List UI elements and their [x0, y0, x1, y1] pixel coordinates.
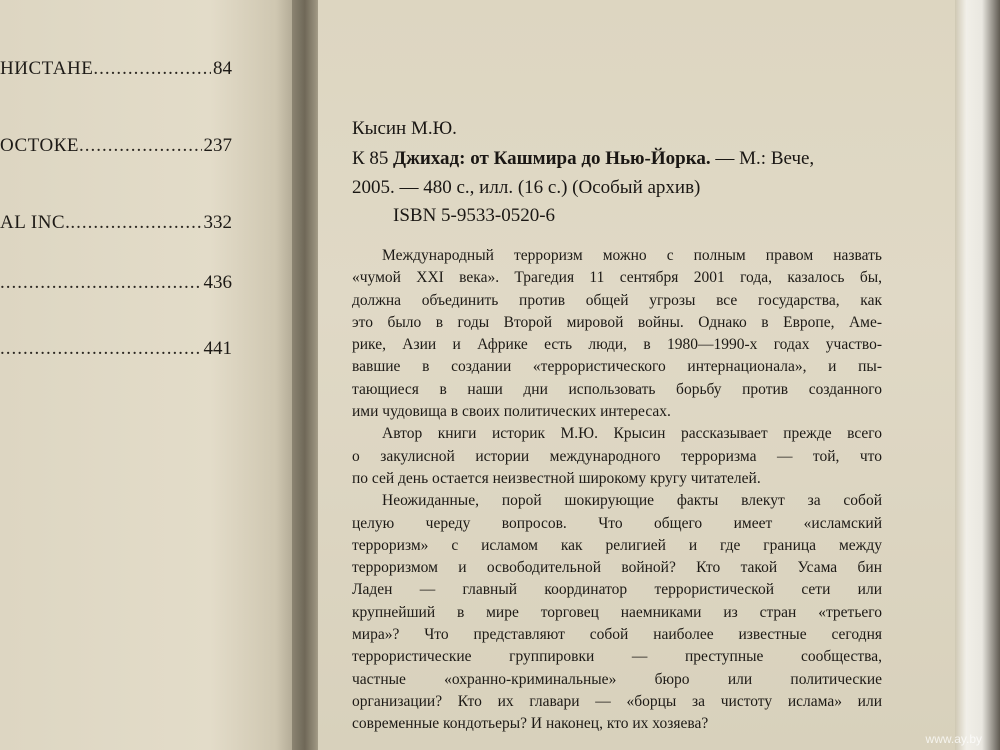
- biblio-details: 2005. — 480 с., илл. (16 с.) (Особый архив): [352, 177, 701, 198]
- toc-page: 436: [203, 272, 232, 293]
- toc-page: 237: [203, 135, 232, 156]
- text-line: крупнейший в мире торговец наемниками из стран «третьего: [352, 603, 882, 621]
- text-line: целую череду вопросов. Что общего имеет «исламский: [352, 514, 882, 532]
- text-line: террористические группировки — преступные сообщества,: [352, 648, 882, 666]
- toc-page: 84: [213, 58, 232, 79]
- biblio-isbn: ISBN 5-9533-0520-6: [393, 205, 556, 226]
- text-line: частные «охранно-криминальные» бюро или политические: [352, 670, 882, 688]
- toc-title: НИСТАНЕ: [0, 58, 94, 79]
- table-of-contents: [0, 0, 300, 750]
- page-edge: [955, 0, 1000, 750]
- toc-row: [0, 338, 232, 360]
- biblio-title: Джихад: от Кашмира до Нью-Йорка.: [393, 148, 711, 169]
- toc-leader: [0, 338, 202, 360]
- text-line: Международный терроризм можно с полным правом назвать: [382, 247, 882, 264]
- text-line: Автор книги историк М.Ю. Крысин рассказывает прежде всего: [382, 425, 882, 443]
- text-line: Ладен — главный координатор террористической сети или: [352, 581, 882, 599]
- text-line: современные кондотьеры? И наконец, кто их хозяева?: [352, 715, 709, 733]
- text-line: организации? Кто их главари — «борцы за чистоту ислама» или: [352, 692, 882, 710]
- biblio-author: Кысин М.Ю.: [352, 118, 457, 139]
- text-line: рике, Азии и Африке есть люди, в 1980—1990-х годах участво-: [352, 336, 882, 354]
- text-line: мира»? Что представляют собой наиболее известные сегодня: [352, 626, 882, 644]
- text-line: терроризмом и освободительной войной? Кто такой Усама бин: [352, 559, 882, 577]
- text-line: о закулисной истории международного терроризма — той, что: [352, 447, 882, 465]
- text-line: Неожиданные, порой шокирующие факты влекут за собой: [382, 492, 882, 510]
- text-line: вавшие в создании «террористического интернационала», и пы-: [352, 358, 882, 376]
- toc-row: [0, 212, 232, 234]
- toc-row: [0, 135, 232, 157]
- text-line: тающиеся в наши дни использовать борьбу против созданного: [352, 380, 882, 398]
- annotation-text: [352, 245, 882, 736]
- biblio-code: К 85: [352, 148, 389, 169]
- text-line: по сей день остается неизвестной широкому кругу читателей.: [352, 469, 761, 487]
- text-line: должна объединить против общей угрозы все государства, как: [352, 291, 882, 309]
- toc-leader: [0, 272, 202, 294]
- biblio-publisher: — М.: Вече,: [715, 148, 815, 169]
- watermark: www.ay.by: [925, 732, 982, 746]
- text-line: «чумой XXI века». Трагедия 11 сентября 2001 года, казалось бы,: [352, 269, 882, 287]
- toc-row: [0, 58, 232, 80]
- toc-title: AL INC.: [0, 212, 71, 233]
- text-line: это было в годы Второй мировой войны. Однако в Европе, Аме-: [352, 313, 882, 331]
- text-line: ими чудовища в своих политических интересах.: [352, 403, 671, 421]
- text-line: терроризм» с исламом как религией и где граница между: [352, 536, 882, 554]
- toc-page: 441: [203, 338, 232, 359]
- toc-leader: [93, 58, 211, 80]
- toc-title: ОСТОКЕ: [0, 135, 79, 156]
- toc-leader: [70, 212, 201, 234]
- toc-leader: [79, 135, 202, 157]
- biblio-title-line: [393, 148, 888, 170]
- toc-page: 332: [203, 212, 232, 233]
- toc-row: [0, 272, 232, 294]
